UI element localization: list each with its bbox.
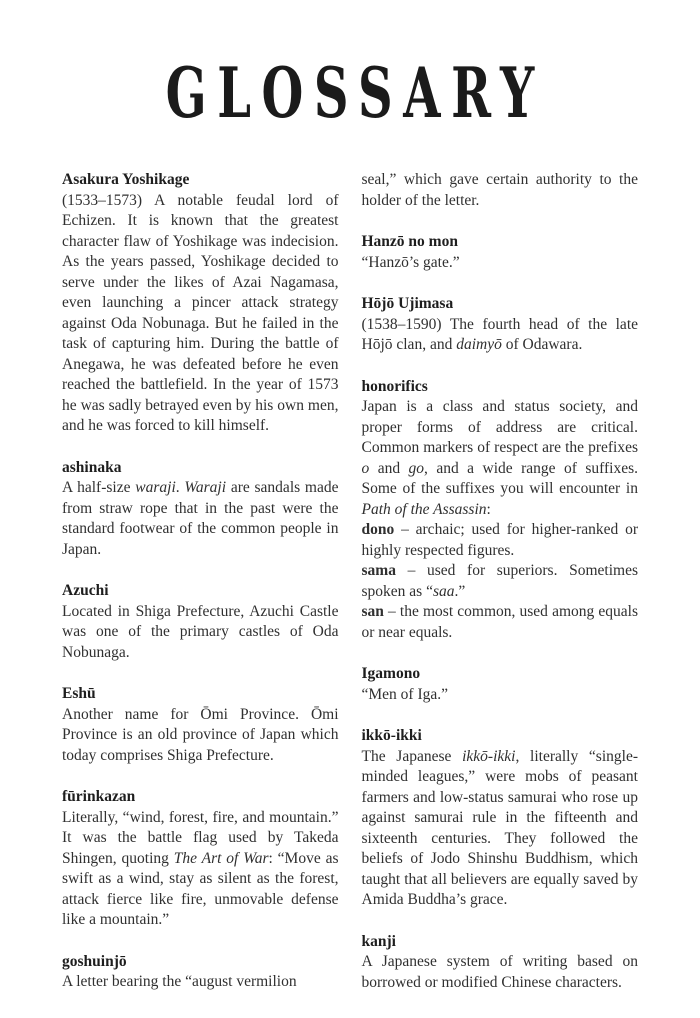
entry-definition: The Japanese ikkō-ikki, literally “single-minded leagues,” were mobs of peasant farmers and low-status samurai who rose up against samurai rule in the fifteenth and sixteenth centuries. They followed the beliefs of Jodo Shinshu Buddhism, which taught that all believers are equally saved by Amida Buddha’s grace. (361, 747, 638, 908)
entry-definition: Located in Shiga Prefecture, Azuchi Castle was one of the primary castles of Oda Nobunaga. (62, 602, 339, 661)
glossary-entry-continuation (362, 170, 639, 211)
entry-term: Hanzō no mon (361, 233, 458, 250)
entry-definition: Another name for Ōmi Province. Ōmi Province is an old province of Japan which today comprises Shiga Prefecture. (62, 705, 339, 764)
page-header (0, 0, 700, 138)
glossary-entry (62, 952, 339, 993)
entry-definition: Japan is a class and status society, and proper forms of address are critical. Common markers of respect are the prefixes o and go, and a wide range of suffixes. Some of the suffixes you will encounter in Path of the Assassin: dono – archaic; used for higher-ranked or highly respected figures. sama – used for superiors. Sometimes spoken as “saa.” san – the most common, used among equals or near equals. (361, 398, 638, 641)
glossary-entry (362, 932, 639, 994)
glossary-entry (362, 294, 639, 356)
entry-term: Hōjō Ujimasa (361, 295, 454, 312)
entry-term: Igamono (361, 665, 421, 682)
glossary-entry (362, 726, 639, 911)
entry-term: honorifics (361, 377, 428, 395)
column-left (62, 170, 339, 1014)
glossary-entry (62, 581, 339, 663)
entry-definition: “Hanzō’s gate.” (361, 253, 460, 271)
entry-term: ikkō-ikki (361, 727, 422, 744)
entry-term: ashinaka (62, 458, 122, 476)
two-column-layout (0, 170, 700, 1014)
glossary-entry (362, 232, 639, 273)
entry-term: Eshū (62, 685, 96, 702)
page-title: GLOSSARY (165, 53, 545, 135)
entry-term: goshuinjō (62, 952, 127, 970)
entry-definition: (1538–1590) The fourth head of the late Hōjō clan, and daimyō of Odawara. (361, 315, 638, 353)
entry-definition: seal,” which gave certain authority to the holder of the letter. (361, 171, 638, 209)
glossary-entry (62, 170, 339, 437)
glossary-entry (362, 377, 639, 644)
entry-definition: Literally, “wind, forest, fire, and mountain.” It was the battle flag used by Takeda Shingen, quoting The Art of War: “Move as swift as a wind, stay as silent as the forest, attack fierce like fire, unmovable defense like a mountain.” (62, 808, 339, 928)
glossary-entry (62, 458, 339, 561)
entry-term: Asakura Yoshikage (62, 171, 190, 188)
entry-term: fūrinkazan (62, 788, 136, 805)
entry-definition: A letter bearing the “august vermilion (62, 973, 297, 990)
entry-definition: A half-size waraji. Waraji are sandals made from straw rope that in the past were the standard footwear of the common people in Japan. (62, 479, 339, 558)
column-right (362, 170, 639, 1014)
entry-definition: A Japanese system of writing based on borrowed or modified Chinese characters. (361, 953, 638, 991)
glossary-entry (362, 664, 639, 705)
entry-term: Azuchi (62, 582, 109, 599)
entry-definition: “Men of Iga.” (361, 685, 448, 703)
glossary-entry (62, 787, 339, 931)
entry-definition: (1533–1573) A notable feudal lord of Echizen. It is known that the greatest character flaw of Yoshikage was indecision. As the years passed, Yoshikage decided to serve under the likes of Azai Nagamasa, even launching a pincer attack strategy against Oda Nobunaga. But he failed in the task of capturing him. During the battle of Anegawa, he was defeated before he even reached the battlefield. In the year of 1573 he was sadly betrayed even by his own men, and he was forced to kill himself. (62, 191, 339, 434)
glossary-entry (62, 684, 339, 766)
entry-term: kanji (361, 932, 396, 950)
